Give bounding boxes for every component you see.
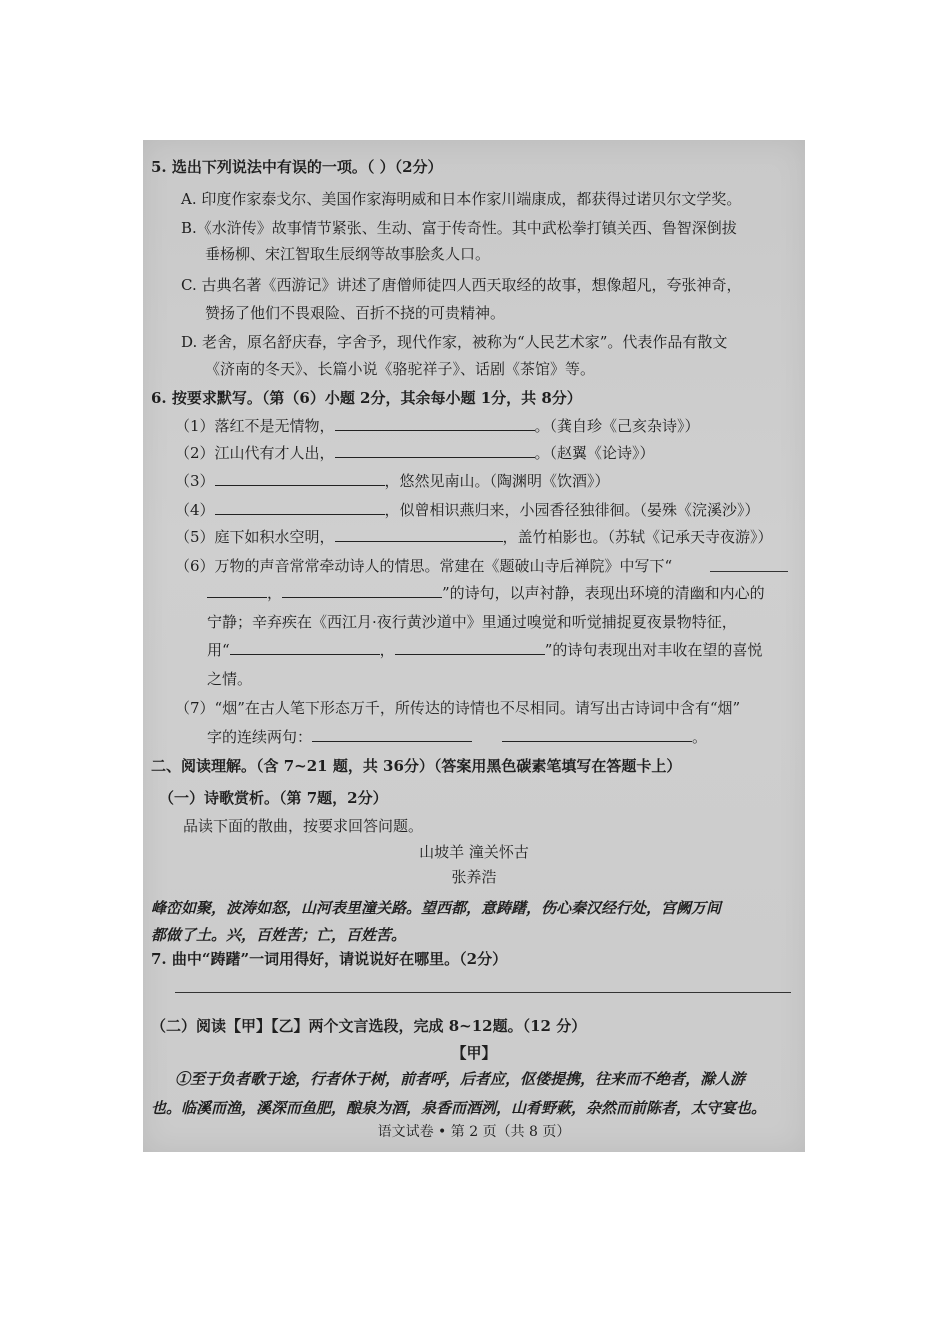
q5-option-d: D. 老舍，原名舒庆春，字舍予，现代作家，被称为“人民艺术家”。代表作品有散文 bbox=[181, 333, 728, 351]
q6-item-1-text: （1）落红不是无情物， bbox=[175, 417, 335, 435]
q6-item-4-num: （4） bbox=[175, 501, 215, 519]
answer-blank[interactable] bbox=[335, 443, 535, 458]
answer-blank[interactable] bbox=[230, 640, 380, 655]
q6-item-6-line5: 之情。 bbox=[207, 670, 253, 688]
q6-item-5-source: ，盖竹柏影也。（苏轼《记承天寺夜游》） bbox=[502, 528, 773, 546]
section-2-instruction: 品读下面的散曲，按要求回答问题。 bbox=[183, 817, 424, 835]
q6-item-3-text: ，悠然见南山。（陶渊明《饮酒》） bbox=[384, 472, 610, 490]
period: 。 bbox=[692, 728, 708, 746]
q5-option-b: B.《水浒传》故事情节紧张、生动、富于传奇性。其中武松拳打镇关西、鲁智深倒拔 bbox=[181, 219, 737, 237]
answer-blank[interactable] bbox=[395, 640, 545, 655]
q6-item-7-line2 bbox=[207, 727, 707, 747]
q6-item-6-line3: 宁静；辛弃疾在《西江月·夜行黄沙道中》里通过嗅觉和听觉捕捉夏夜景物特征， bbox=[207, 613, 737, 631]
poem-line-1: 峰峦如聚，波涛如怒，山河表里潼关路。望西都，意踌躇，伤心秦汉经行处，宫阙万间 bbox=[151, 899, 722, 917]
q6-item-2-text: （2）江山代有才人出， bbox=[175, 444, 335, 462]
q5-option-c-cont: 赞扬了他们不畏艰险、百折不挠的可贵精神。 bbox=[205, 304, 506, 322]
q6-item-6-line2-text: ”的诗句，以声衬静，表现出环境的清幽和内心的 bbox=[442, 584, 765, 602]
q6-item-1 bbox=[175, 416, 700, 436]
q7-stem: 7. 曲中“踌躇”一词用得好，请说说好在哪里。（2分） bbox=[151, 950, 508, 968]
q6-item-6-line4 bbox=[207, 640, 762, 660]
answer-blank[interactable] bbox=[312, 727, 472, 742]
q6-item-1-source: 。（龚自珍《己亥杂诗》） bbox=[534, 417, 700, 435]
q6-item-3-num: （3） bbox=[175, 472, 215, 490]
q6-item-6: （6）万物的声音常常牵动诗人的情思。常建在《题破山寺后禅院》中写下“ bbox=[175, 557, 673, 575]
page-footer: 语文试卷 • 第 2 页（共 8 页） bbox=[377, 1124, 571, 1140]
q6-stem: 6. 按要求默写。（第（6）小题 2分，其余每小题 1分，共 8分） bbox=[151, 389, 582, 407]
answer-blank[interactable] bbox=[215, 471, 385, 486]
q5-stem: 5. 选出下列说法中有误的一项。（ ）（2分） bbox=[151, 158, 443, 176]
q6-item-6-line2 bbox=[207, 583, 765, 603]
answer-blank[interactable] bbox=[207, 583, 267, 598]
q6-item-7: （7）“烟”在古人笔下形态万千，所传达的诗情也不尽相同。请写出古诗词中含有“烟” bbox=[175, 699, 741, 717]
poem-author: 张养浩 bbox=[451, 868, 497, 886]
comma: ， bbox=[267, 584, 283, 602]
section-2-part-1: （一）诗歌赏析。（第 7题，2分） bbox=[159, 789, 388, 807]
section-2-heading: 二、阅读理解。（含 7~21 题，共 36分）（答案用黑色碳素笔填写在答题卡上） bbox=[151, 757, 682, 775]
poem-line-2: 都做了土。兴，百姓苦；亡，百姓苦。 bbox=[151, 926, 407, 944]
answer-blank[interactable] bbox=[335, 527, 503, 542]
passage-jia-title: 【甲】 bbox=[451, 1044, 497, 1062]
answer-blank[interactable] bbox=[502, 727, 692, 742]
answer-blank[interactable] bbox=[710, 571, 788, 572]
comma: ， bbox=[379, 641, 395, 659]
q5-option-c: C. 古典名著《西游记》讲述了唐僧师徒四人西天取经的故事，想像超凡，夸张神奇， bbox=[181, 276, 742, 294]
q6-item-4 bbox=[175, 500, 760, 520]
q6-item-6-line4-text: ”的诗句表现出对丰收在望的喜悦 bbox=[544, 641, 763, 659]
passage-jia-line-1: ①至于负者歌于途，行者休于树，前者呼，后者应，伛偻提携，往来而不绝者，滁人游 bbox=[175, 1070, 746, 1088]
q6-item-3 bbox=[175, 471, 610, 491]
q6-item-4-text: ，似曾相识燕归来，小园香径独徘徊。（晏殊《浣溪沙》） bbox=[384, 501, 760, 519]
q6-item-6-line4-pre: 用“ bbox=[207, 641, 230, 659]
q5-option-d-cont: 《济南的冬天》、长篇小说《骆驼祥子》、话剧《茶馆》等。 bbox=[205, 360, 596, 378]
answer-blank[interactable] bbox=[215, 500, 385, 515]
exam-page bbox=[143, 140, 805, 1152]
q5-option-a: A. 印度作家泰戈尔、美国作家海明威和日本作家川端康成，都获得过诺贝尔文学奖。 bbox=[181, 190, 742, 208]
q6-item-5-text: （5）庭下如积水空明， bbox=[175, 528, 335, 546]
q6-item-2 bbox=[175, 443, 655, 463]
q7-answer-line[interactable] bbox=[175, 992, 791, 993]
section-2-part-2: （二）阅读【甲】【乙】两个文言选段，完成 8~12题。（12 分） bbox=[151, 1017, 587, 1035]
answer-blank[interactable] bbox=[335, 416, 535, 431]
passage-jia-line-2: 也。临溪而渔，溪深而鱼肥，酿泉为酒，泉香而酒洌，山肴野蔌，杂然而前陈者，太守宴也。 bbox=[151, 1099, 767, 1117]
poem-title: 山坡羊 潼关怀古 bbox=[419, 843, 529, 861]
q6-item-2-source: 。（赵翼《论诗》） bbox=[534, 444, 655, 462]
answer-blank[interactable] bbox=[282, 583, 442, 598]
q5-option-b-cont: 垂杨柳、宋江智取生辰纲等故事脍炙人口。 bbox=[205, 245, 491, 263]
q6-item-7-line2-text: 字的连续两句： bbox=[207, 728, 313, 746]
q6-item-5 bbox=[175, 527, 773, 547]
